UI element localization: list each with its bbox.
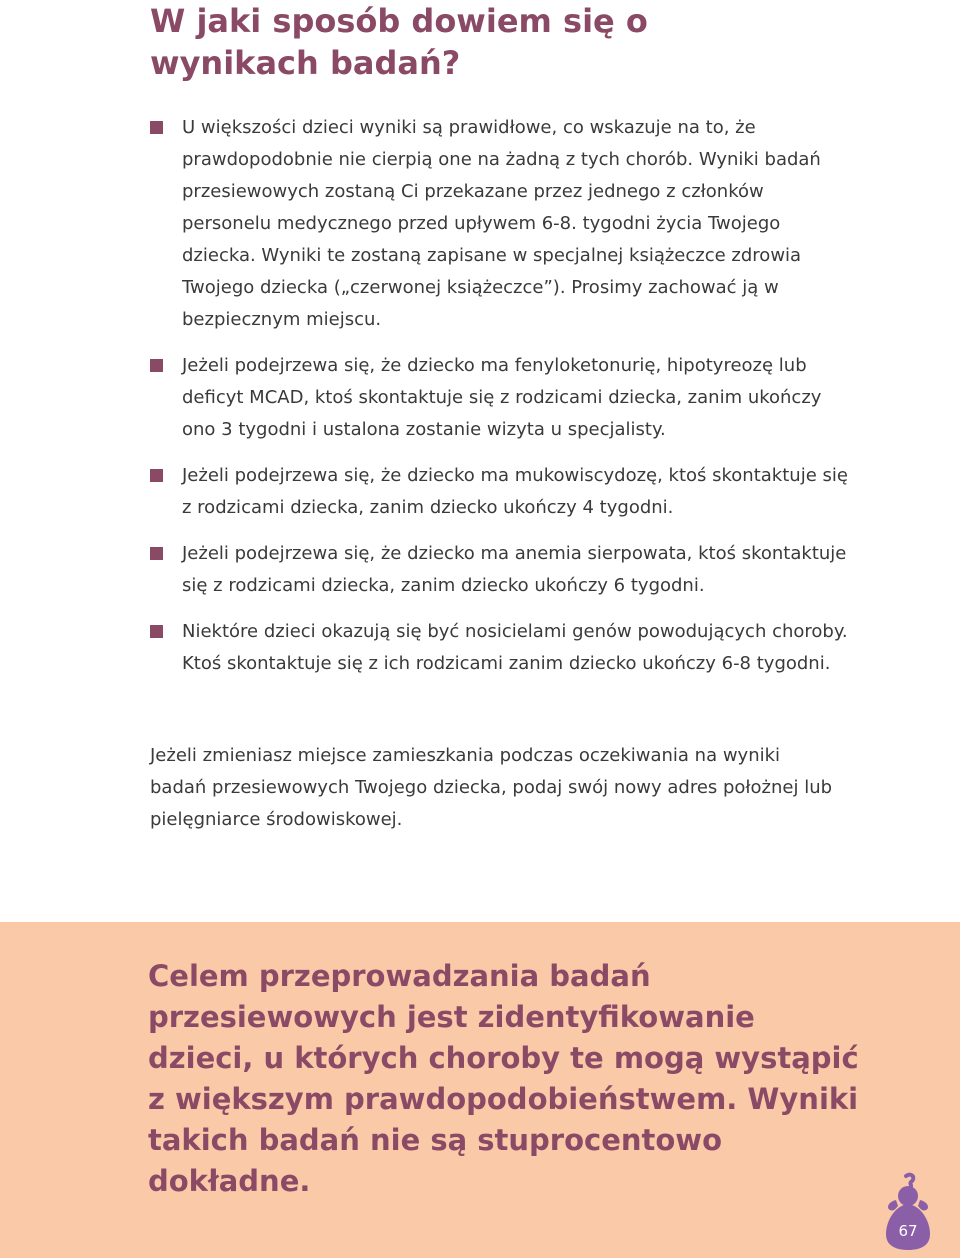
page-title: W jaki sposób dowiem się o wynikach badań? (150, 2, 648, 82)
bullet-square-icon (150, 469, 163, 482)
list-item (150, 616, 850, 680)
page-badge (880, 1170, 936, 1252)
bullet-square-icon (150, 547, 163, 560)
highlight-box (0, 922, 960, 1258)
list-item (150, 538, 850, 602)
list-item (150, 112, 850, 336)
bullet-list (150, 112, 850, 694)
list-item-text: Jeżeli podejrzewa się, że dziecko ma anemia sierpowata, ktoś skontaktuje się z rodzicami dziecka, zanim dziecko ukończy 6 tygodni. (182, 543, 847, 596)
list-item (150, 460, 850, 524)
list-item (150, 350, 850, 446)
highlight-text: Celem przeprowadzania badań przesiewowych jest zidentyfikowanie dzieci, u których choroby te mogą wystąpić z większym prawdopodobieństwem. Wyniki takich badań nie są stuprocentowo dokładne. (148, 959, 859, 1198)
body-paragraph: Jeżeli zmieniasz miejsce zamieszkania podczas oczekiwania na wyniki badań przesiewowych Twojego dziecka, podaj swój nowy adres położnej lub pielęgniarce środowiskowej. (150, 745, 833, 830)
list-item-text: Jeżeli podejrzewa się, że dziecko ma mukowiscydozę, ktoś skontaktuje się z rodzicami dziecka, zanim dziecko ukończy 4 tygodni. (182, 465, 848, 518)
list-item-text: U większości dzieci wyniki są prawidłowe, co wskazuje na to, że prawdopodobnie nie cierpią one na żadną z tych chorób. Wyniki badań przesiewowych zostaną Ci przekazane przez jednego z członków personelu medycznego przed upływem 6-8. tygodni życia Twojego dziecka. Wyniki te zostaną zapisane w specjalnej książeczce zdrowia Twojego dziecka („czerwonej książeczce”). Prosimy zachować ją w bezpiecznym miejscu. (182, 117, 821, 330)
bullet-square-icon (150, 359, 163, 372)
bullet-square-icon (150, 121, 163, 134)
page-number: 67 (898, 1222, 918, 1240)
bullet-square-icon (150, 625, 163, 638)
list-item-text: Niektóre dzieci okazują się być nosicielami genów powodujących choroby. Ktoś skontaktuje się z ich rodzicami zanim dziecko ukończy 6-8 tygodni. (182, 621, 848, 674)
list-item-text: Jeżeli podejrzewa się, że dziecko ma fenyloketonurię, hipotyreozę lub deficyt MCAD, ktoś skontaktuje się z rodzicami dziecka, zanim ukończy ono 3 tygodni i ustalona zostanie wizyta u specjalisty. (182, 355, 822, 440)
